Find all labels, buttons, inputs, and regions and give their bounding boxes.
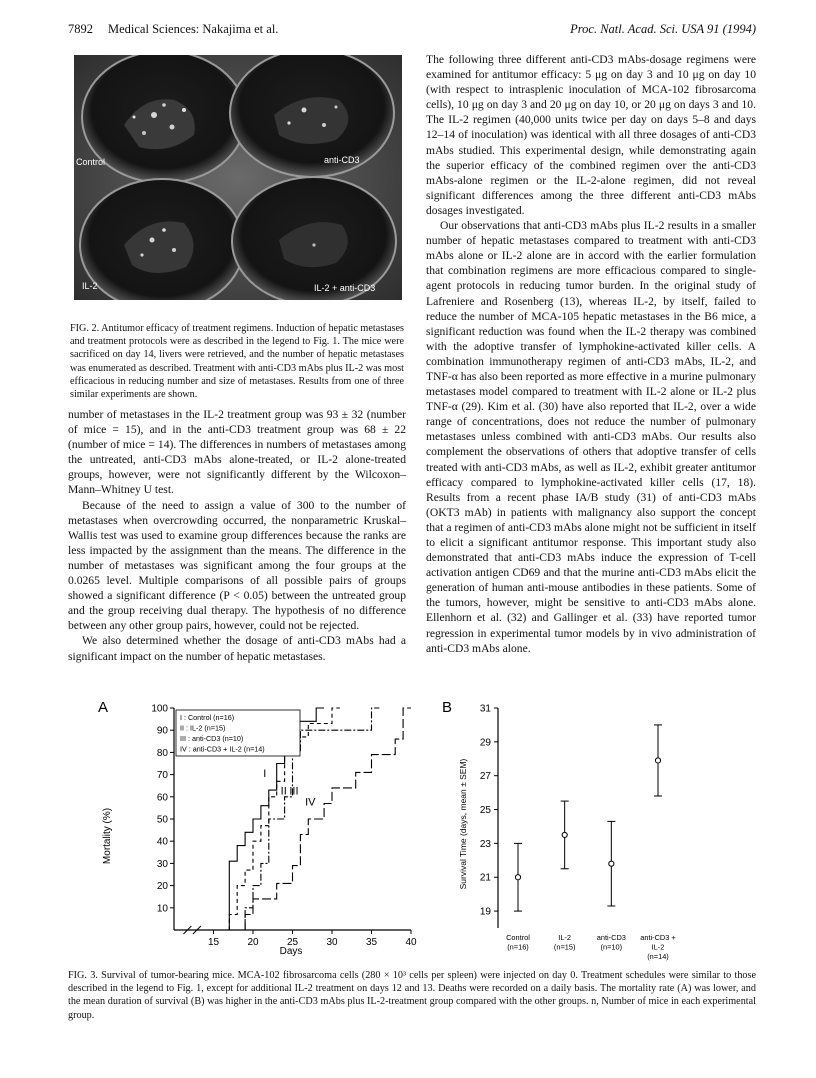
x-tick-label: 25 xyxy=(286,937,299,948)
mean-point xyxy=(562,832,567,837)
y-tick-label: 23 xyxy=(479,838,491,850)
petri-dish-control xyxy=(82,55,246,183)
paragraph: Our observations that anti-CD3 mAbs plus IL-2 results in a smaller number of hepatic metastases compared to treatment with anti-CD3 mAbs alone or IL-2 alone are in accord with the earlier formulation that combination regimens are more efficacious compared to single-agent protocols in reducing tumor burden. In the original study of Lafreniere and Rosenberg (13), whereas IL-2, by itself, failed to reduce the number of MCA-105 hepatic metastases in the B6 mice, a significant reduction was found when the IL-2 therapy was combined with the adoptive transfer of lymphokine-activated killer cells. A combination immunotherapy regimen of anti-CD3 mAbs, IL-2, and TNF-α has also been reported as more effective in a murine pulmonary metastases model compared to treatment with IL-2 alone or IL-2 plus TNF-α (29). Kim et al. (30) have also reported that IL-2, over a wide range of concentrations, does not reduce the number of pulmonary metastases unless combined with anti-CD3 mAbs. Our results also complement the observations of others that adoptive transfer of cells treated with anti-CD3 mAbs, as well as IL-2, exhibit greater antitumor efficacy compared to lymphokine-activated killer cells (17, 18). Results from a recent phase IA/B study (31) of anti-CD3 mAbs (OKT3 mAb) in patients with malignancy also support the concept that a regimen of anti-CD3 mAbs alone might not be sufficient in itself to elicit a significant antitumor response. This important study also demonstrated that anti-CD3 mAbs induce the expression of T-cell activation antigen CD69 and that the murine anti-CD3 mAbs elicit the generation of human anti-mouse antibodies in these patients. Some of the tumors, however, might be sensitive to anti-CD3 mAbs alone. Ellenhorn et al. (32) and Gallinger et al. (33) have reported tumor regression in experimental tumor models by in vivo administration of anti-CD3 mAbs alone. xyxy=(426,219,756,655)
y-tick-label: 31 xyxy=(479,703,491,715)
petri-dish-anti-cd3 xyxy=(230,55,394,177)
y-tick-label: 10 xyxy=(156,903,168,915)
x-tick-label: 35 xyxy=(365,937,378,948)
paragraph: The following three different anti-CD3 mAbs-dosage regimens were examined for antitumor efficacy: 5 μg on day 3 and 10 μg on day 10 (with respect to intrasplenic inoculation of MCA-102 fibrosarcoma cells), 10 μg on day 3 and 20 μg on day 10, or 20 μg on days 3 and 10. The IL-2 regimen (40,000 units twice per day on days 5–8 and days 12–14 of inoculation) was identical with all three dosages of anti-CD3 mAbs studied. This experimental design, while demonstrating again the superior efficacy of the combined regimen over the anti-CD3 mAbs-alone regimen or the IL-2-alone regimen, did not reveal significant differences among the three different anti-CD3 mAbs dosages investigated. xyxy=(426,53,756,217)
y-axis-label: Survival Time (days, mean ± SEM) xyxy=(458,758,468,890)
category-label: IL-2 xyxy=(558,933,572,942)
curve-label: IV xyxy=(305,796,316,809)
y-tick-label: 20 xyxy=(156,881,168,893)
y-tick-label: 40 xyxy=(156,836,168,848)
panel-a-label: A xyxy=(98,699,109,716)
category-label: (n=16) xyxy=(507,942,529,952)
mean-point xyxy=(609,861,614,866)
y-tick-label: 60 xyxy=(156,792,168,804)
category-label: anti-CD3 xyxy=(596,933,626,942)
figure3-caption: FIG. 3. Survival of tumor-bearing mice. MCA-102 fibrosarcoma cells (280 × 10³ cells per spleen) were injected on day 0. Treatment schedules were similar to those described in the legend to Fig. 1, except for additional IL-2 treatment on days 12 and 13. Deaths were recorded on a daily basis. The mortality rate (A) was lower, and the mean duration of survival (B) was higher in the anti-CD3 mAbs plus IL-2-treatment group compared with the other groups. n, Number of mice in each experimental group. xyxy=(68,970,756,1021)
y-tick-label: 27 xyxy=(479,771,491,783)
x-tick-label: 20 xyxy=(247,937,259,948)
legend-entry: III : anti-CD3 (n=10) xyxy=(180,734,244,743)
photo-label-anti-cd3: anti-CD3 xyxy=(324,155,360,165)
paragraph: Because of the need to assign a value of 300 to the number of metastases when overcrowding occurred, the nonparametric Kruskal–Wallis test was used to examine group differences because the ranks are less impacted by the assignment than the means. The difference in the number of metastases was significant among the four groups at the 0.0265 level. Multiple comparisons of all possible pairs of groups showed a significant difference (P < 0.05) between the untreated group and the group receiving dual therapy. The hypothesis of no difference between any other group pairs, however, could not be rejected. xyxy=(68,498,406,633)
y-tick-label: 30 xyxy=(156,858,168,870)
photo-label-control: Control xyxy=(76,157,106,167)
category-label: (n=14) xyxy=(647,952,669,961)
page-number: 7892 xyxy=(68,22,93,36)
figure2-photo xyxy=(74,55,402,300)
category-label: Control xyxy=(506,933,530,942)
page-header xyxy=(68,22,756,38)
y-tick-label: 25 xyxy=(479,805,491,817)
y-tick-label: 50 xyxy=(156,814,168,826)
y-axis-label: Mortality (%) xyxy=(102,807,113,865)
x-tick-label: 30 xyxy=(326,937,338,948)
category-label: (n=10) xyxy=(600,942,623,952)
paragraph: We also determined whether the dosage of anti-CD3 mAbs had a significant impact on the number of hepatic metastases. xyxy=(68,634,406,663)
figure2-caption: FIG. 2. Antitumor efficacy of treatment regimens. Induction of hepatic metastases and treatment protocols were as described in the legend to Fig. 1. The mice were sacrificed on day 14, livers were retrieved, and the number of hepatic metastases was enumerated as described. Treatment with anti-CD3 mAbs plus IL-2 was most efficacious in reducing number and size of metastases. Results from one of three similar experiments are shown. xyxy=(70,323,404,401)
journal-citation: Proc. Natl. Acad. Sci. USA 91 (1994) xyxy=(570,22,756,36)
y-tick-label: 29 xyxy=(479,737,491,749)
photo-label-il2: IL-2 xyxy=(82,281,98,291)
running-section: Medical Sciences: Nakajima et al. xyxy=(108,22,279,36)
figure3-panel-b-chart xyxy=(438,696,698,961)
panel-b-label: B xyxy=(442,699,453,716)
mean-point xyxy=(515,875,520,880)
curve-label: III xyxy=(289,785,299,798)
legend-entry: II : IL-2 (n=15) xyxy=(180,723,226,733)
curve-label: I xyxy=(263,767,267,780)
photo-label-il2-anti-cd3: IL-2 + anti-CD3 xyxy=(314,283,376,293)
y-tick-label: 19 xyxy=(479,906,491,918)
petri-dish-il2 xyxy=(80,179,244,300)
paragraph: number of metastases in the IL-2 treatment group was 93 ± 32 (number of mice = 15), and in the anti-CD3 treatment group was 68 ± 22 (number of mice = 14). The differences in numbers of metastases among the untreated, anti-CD3 mAbs alone-treated, or IL-2 alone-treated groups, however, were not significantly different by the Wilcoxon–Mann–Whitney U test. xyxy=(68,408,406,497)
right-body-text xyxy=(426,52,756,656)
y-tick-label: 70 xyxy=(156,770,168,782)
x-axis-label: Days xyxy=(279,946,303,957)
legend-entry: IV : anti-CD3 + IL-2 (n=14) xyxy=(180,744,265,754)
category-label: (n=15) xyxy=(553,942,576,952)
category-label: IL-2 xyxy=(651,942,665,952)
petri-dish-il2-anti-cd3 xyxy=(232,177,396,300)
x-tick-label: 15 xyxy=(207,937,220,948)
y-tick-label: 80 xyxy=(156,747,168,759)
left-body-text xyxy=(68,407,406,664)
mean-point xyxy=(655,758,660,763)
y-tick-label: 21 xyxy=(479,872,491,884)
x-tick-label: 40 xyxy=(405,937,417,948)
y-tick-label: 90 xyxy=(156,725,168,737)
curve-label: II xyxy=(280,785,287,798)
legend-entry: I : Control (n=16) xyxy=(180,713,235,722)
figure3-panel-a-chart xyxy=(96,696,426,961)
category-label: anti-CD3 + xyxy=(640,933,676,942)
y-tick-label: 100 xyxy=(151,703,168,715)
